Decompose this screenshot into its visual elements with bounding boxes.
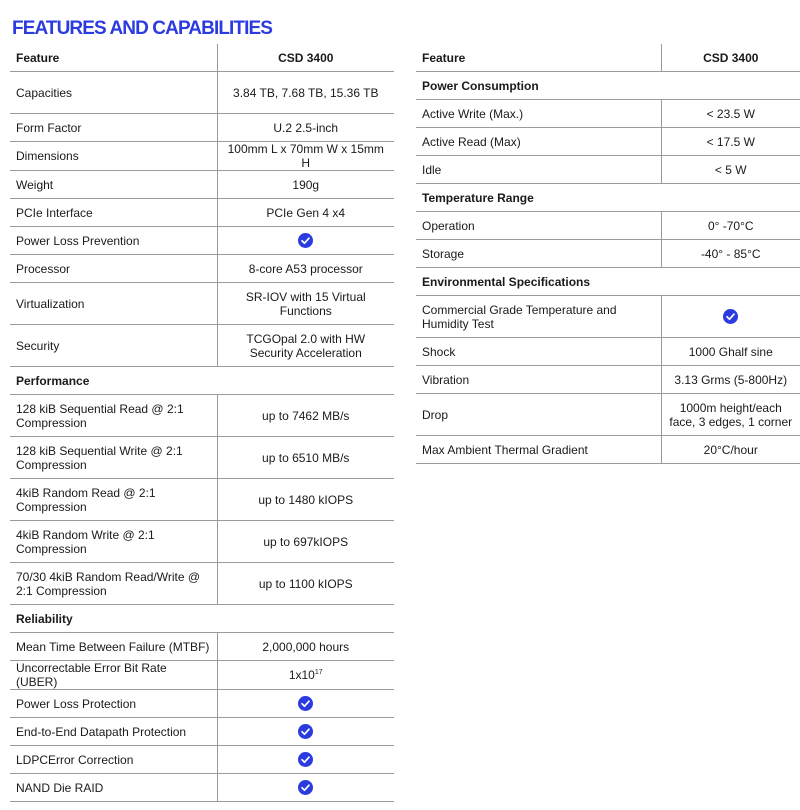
row-label: PCIe Interface (10, 199, 217, 227)
row-value: up to 1480 kIOPS (217, 479, 394, 521)
section-title: Power Consumption (416, 72, 800, 100)
row-value: -40° - 85°C (661, 240, 800, 268)
row-label: NAND Die RAID (10, 774, 217, 802)
row-value: < 5 W (661, 156, 800, 184)
section-heading-reliability (10, 605, 394, 633)
table-row (416, 366, 800, 394)
row-label: 4kiB Random Read @ 2:1 Compression (10, 479, 217, 521)
table-row (416, 212, 800, 240)
table-row (10, 563, 394, 605)
row-label: Shock (416, 338, 661, 366)
row-value: up to 697kIOPS (217, 521, 394, 563)
check-icon (723, 309, 738, 324)
row-value (217, 661, 394, 690)
row-label: 128 kiB Sequential Read @ 2:1 Compression (10, 395, 217, 437)
row-value: 2,000,000 hours (217, 633, 394, 661)
row-label: Weight (10, 171, 217, 199)
row-label: End-to-End Datapath Protection (10, 718, 217, 746)
row-value (217, 690, 394, 718)
check-icon (298, 696, 313, 711)
row-value: U.2 2.5-inch (217, 114, 394, 142)
section-title: Temperature Range (416, 184, 800, 212)
section-title: Reliability (10, 605, 394, 633)
specs-table-left (10, 44, 394, 802)
row-label: Mean Time Between Failure (MTBF) (10, 633, 217, 661)
uber-exponent: 17 (314, 669, 323, 676)
table-row (10, 72, 394, 114)
table-row (416, 156, 800, 184)
table-row (416, 100, 800, 128)
table-row (10, 142, 394, 171)
row-label: Uncorrectable Error Bit Rate (UBER) (10, 661, 217, 690)
row-value: 8-core A53 processor (217, 255, 394, 283)
section-title: Performance (10, 367, 394, 395)
table-row (416, 128, 800, 156)
row-value: 1000m height/each face, 3 edges, 1 corner (661, 394, 800, 436)
table-row (10, 774, 394, 802)
row-label: Security (10, 325, 217, 367)
table-row (416, 436, 800, 464)
page-title: FEATURES AND CAPABILITIES (12, 18, 273, 39)
row-label: Power Loss Prevention (10, 227, 217, 255)
row-label: 70/30 4kiB Random Read/Write @ 2:1 Compression (10, 563, 217, 605)
header-product: CSD 3400 (217, 44, 394, 72)
row-value: up to 1100 kIOPS (217, 563, 394, 605)
table-row (10, 325, 394, 367)
table-row (10, 690, 394, 718)
row-value (217, 746, 394, 774)
row-value: 190g (217, 171, 394, 199)
row-value: 3.13 Grms (5-800Hz) (661, 366, 800, 394)
table-row (416, 240, 800, 268)
table-row (10, 661, 394, 690)
row-label: Dimensions (10, 142, 217, 171)
specs-table-right (416, 44, 800, 464)
table-row (10, 479, 394, 521)
table-row (416, 394, 800, 436)
row-value (661, 296, 800, 338)
row-label: Processor (10, 255, 217, 283)
row-value: < 23.5 W (661, 100, 800, 128)
row-label: Active Write (Max.) (416, 100, 661, 128)
row-label: Form Factor (10, 114, 217, 142)
row-label: LDPCError Correction (10, 746, 217, 774)
row-value: 20°C/hour (661, 436, 800, 464)
section-heading-temperature (416, 184, 800, 212)
table-row (416, 338, 800, 366)
row-label: Idle (416, 156, 661, 184)
row-label: 128 kiB Sequential Write @ 2:1 Compression (10, 437, 217, 479)
table-header (10, 44, 394, 72)
header-feature: Feature (10, 44, 217, 72)
check-icon (298, 780, 313, 795)
row-label: Drop (416, 394, 661, 436)
uber-base: 1x10 (288, 668, 315, 682)
table-row (10, 633, 394, 661)
row-label: Capacities (10, 72, 217, 114)
table-row (10, 171, 394, 199)
row-value: PCIe Gen 4 x4 (217, 199, 394, 227)
table-row (10, 395, 394, 437)
row-value: TCGOpal 2.0 with HW Security Acceleration (217, 325, 394, 367)
row-label: Vibration (416, 366, 661, 394)
row-value: 100mm L x 70mm W x 15mm H (217, 142, 394, 171)
table-row (10, 718, 394, 746)
check-icon (298, 752, 313, 767)
header-product: CSD 3400 (661, 44, 800, 72)
row-label: Commercial Grade Temperature and Humidity Test (416, 296, 661, 338)
table-row (10, 521, 394, 563)
row-value (217, 227, 394, 255)
row-label: Max Ambient Thermal Gradient (416, 436, 661, 464)
table-row (416, 296, 800, 338)
check-icon (298, 724, 313, 739)
row-value: 0° -70°C (661, 212, 800, 240)
row-value (217, 718, 394, 746)
section-title: Environmental Specifications (416, 268, 800, 296)
table-row (10, 283, 394, 325)
row-value: up to 6510 MB/s (217, 437, 394, 479)
row-label: Virtualization (10, 283, 217, 325)
row-label: Operation (416, 212, 661, 240)
section-heading-performance (10, 367, 394, 395)
table-row (10, 114, 394, 142)
check-icon (298, 233, 313, 248)
row-label: Storage (416, 240, 661, 268)
section-heading-power (416, 72, 800, 100)
table-row (10, 227, 394, 255)
table-row (10, 199, 394, 227)
table-row (10, 746, 394, 774)
row-value (217, 774, 394, 802)
row-label: Active Read (Max) (416, 128, 661, 156)
table-header (416, 44, 800, 72)
row-label: 4kiB Random Write @ 2:1 Compression (10, 521, 217, 563)
table-row (10, 437, 394, 479)
table-row (10, 255, 394, 283)
section-heading-environmental (416, 268, 800, 296)
row-label: Power Loss Protection (10, 690, 217, 718)
row-value: 3.84 TB, 7.68 TB, 15.36 TB (217, 72, 394, 114)
row-value: 1000 Ghalf sine (661, 338, 800, 366)
row-value: < 17.5 W (661, 128, 800, 156)
row-value: SR-IOV with 15 Virtual Functions (217, 283, 394, 325)
header-feature: Feature (416, 44, 661, 72)
row-value: up to 7462 MB/s (217, 395, 394, 437)
